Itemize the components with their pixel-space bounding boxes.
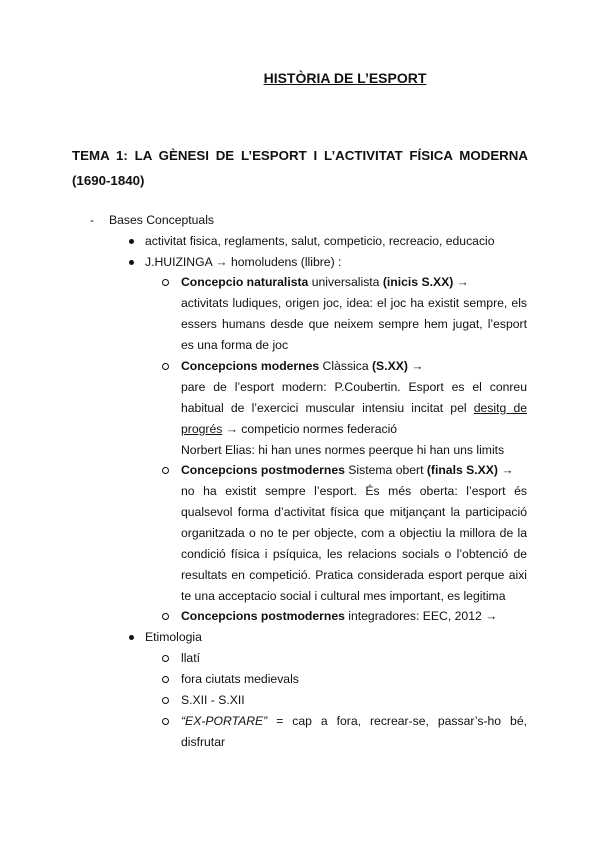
postmoderns2-title: Concepcions postmodernes integradores: EEC, 2012 → bbox=[181, 609, 498, 623]
list-item: fora ciutats medievals bbox=[181, 672, 299, 686]
paragraph-line: qualsevol forma d’activitat física que mitjançant la participació bbox=[181, 505, 527, 519]
heading-line-2: (1690-1840) bbox=[72, 173, 145, 188]
bullet-icon bbox=[129, 239, 134, 244]
paragraph-line: condició física i psíquica, les relacions socials o l’obtenció de bbox=[181, 547, 527, 561]
paragraph-line: no ha existit sempre l’esport. És més oberta: l’esport és bbox=[181, 484, 527, 498]
section-heading bbox=[72, 143, 528, 193]
circle-bullet-icon bbox=[162, 363, 169, 370]
paragraph-line: organitzada o no te per objecte, com a objectiu la millora de la bbox=[181, 526, 527, 540]
heading-line-1: TEMA 1: LA GÈNESI DE L’ESPORT I L’ACTIVITAT FÍSICA MODERNA bbox=[72, 148, 528, 163]
paragraph-line: resultats en competició. Pratica considerada esport perque aixi bbox=[181, 568, 527, 582]
bullet-icon bbox=[129, 260, 134, 265]
moderns-title: Concepcions modernes Clàssica (S.XX) → bbox=[181, 359, 424, 373]
naturalista-title: Concepcio naturalista universalista (inicis S.XX) → bbox=[181, 275, 469, 289]
document-title: HISTÒRIA DE L’ESPORT bbox=[263, 70, 427, 86]
dash-marker: - bbox=[90, 213, 95, 227]
etimologia-label: Etimologia bbox=[145, 630, 202, 644]
list-item: activitat fisica, reglaments, salut, competicio, recreacio, educacio bbox=[145, 234, 495, 248]
postmoderns-title: Concepcions postmodernes Sistema obert (finals S.XX) → bbox=[181, 463, 514, 477]
list-item: J.HUIZINGA → homoludens (llibre) : bbox=[145, 255, 342, 269]
circle-bullet-icon bbox=[162, 655, 169, 662]
circle-bullet-icon bbox=[162, 613, 169, 620]
paragraph-line: habitual de l’exercici muscular intensiu incitat pel desitg de bbox=[181, 401, 528, 415]
section-label: Bases Conceptuals bbox=[109, 213, 215, 227]
circle-bullet-icon bbox=[162, 718, 169, 725]
circle-bullet-icon bbox=[162, 279, 169, 286]
paragraph-line: disfrutar bbox=[181, 735, 226, 749]
paragraph-line: es una forma de joc bbox=[181, 338, 289, 352]
paragraph-line: te una acceptacio social i cultural mes important, es legitima bbox=[181, 589, 506, 603]
circle-bullet-icon bbox=[162, 676, 169, 683]
paragraph-line: activitats ludiques, origen joc, idea: el joc ha existit sempre, els bbox=[181, 296, 527, 310]
paragraph-line: pare de l’esport modern: P.Coubertin. Esport es el conreu bbox=[181, 380, 527, 394]
paragraph-line: essers humans desde que neixem sempre hem jugat, l’esport bbox=[181, 317, 527, 331]
paragraph-line: progrés → competicio normes federació bbox=[181, 422, 398, 436]
circle-bullet-icon bbox=[162, 467, 169, 474]
list-item: llatí bbox=[181, 651, 200, 665]
paragraph-line: “EX-PORTARE” = cap a fora, recrear-se, passar’s-ho bé, bbox=[181, 714, 527, 728]
paragraph-line: Norbert Elias: hi han unes normes peerque hi han uns limits bbox=[181, 443, 505, 457]
bullet-icon bbox=[129, 635, 134, 640]
list-item: S.XII - S.XII bbox=[181, 693, 245, 707]
circle-bullet-icon bbox=[162, 697, 169, 704]
